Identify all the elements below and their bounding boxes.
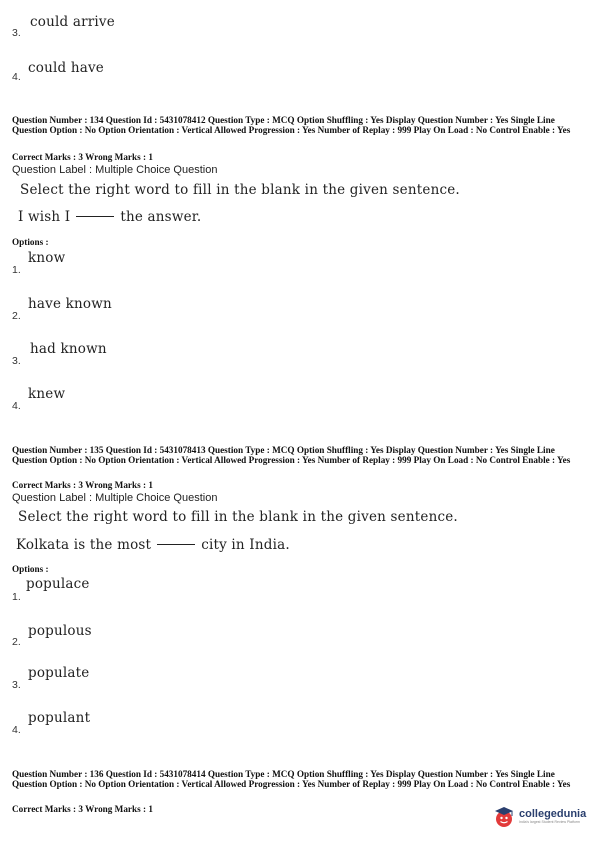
sentence-start: I wish I <box>18 209 71 225</box>
question-instruction: Select the right word to fill in the blank in the given sentence. <box>20 182 460 198</box>
question-meta: Question Number : 136 Question Id : 5431078414 Question Type : MCQ Option Shuffling : Yes Display Question Number : Yes Single Line Question Option : No Option Orientation : Vertical Allowed Progression : Yes Number of Replay : 999 Play On Load : No Control Enable : Yes <box>12 769 571 789</box>
sentence-end: the answer. <box>120 209 202 225</box>
option-text[interactable]: populate <box>28 665 90 681</box>
option-text[interactable]: have known <box>28 296 112 312</box>
question-label: Question Label : Multiple Choice Question <box>12 492 218 504</box>
options-heading: Options : <box>12 237 49 247</box>
option-number: 1. <box>12 591 21 603</box>
option-number: 4. <box>12 71 21 83</box>
logo-tagline: India's largest Student Review Platform <box>519 820 580 824</box>
blank-line <box>157 544 195 545</box>
sentence-start: Kolkata is the most <box>16 537 152 553</box>
sentence-end: city in India. <box>201 537 290 553</box>
option-text[interactable]: populant <box>28 710 91 726</box>
option-number: 2. <box>12 310 21 322</box>
question-instruction: Select the right word to fill in the blank in the given sentence. <box>18 509 458 525</box>
blank-line <box>76 216 114 217</box>
graduate-cap-icon <box>492 805 516 829</box>
option-number: 1. <box>12 264 21 276</box>
option-number: 4. <box>12 724 21 736</box>
option-number: 2. <box>12 636 21 648</box>
question-marks: Correct Marks : 3 Wrong Marks : 1 <box>12 480 153 490</box>
option-text[interactable]: populous <box>28 623 92 639</box>
option-text[interactable]: had known <box>30 341 107 357</box>
question-sentence <box>18 209 201 225</box>
logo-name: collegedunia <box>519 808 587 820</box>
option-text: could have <box>28 60 104 76</box>
question-sentence <box>16 537 290 553</box>
option-text[interactable]: know <box>28 250 66 266</box>
option-number: 4. <box>12 400 21 412</box>
collegedunia-logo <box>492 805 586 829</box>
question-meta: Question Number : 134 Question Id : 5431078412 Question Type : MCQ Option Shuffling : Yes Display Question Number : Yes Single Line Question Option : No Option Orientation : Vertical Allowed Progression : Yes Number of Replay : 999 Play On Load : No Control Enable : Yes <box>12 115 571 135</box>
option-text[interactable]: populace <box>26 576 90 592</box>
option-text: could arrive <box>30 14 115 30</box>
question-marks: Correct Marks : 3 Wrong Marks : 1 <box>12 804 153 814</box>
question-marks: Correct Marks : 3 Wrong Marks : 1 <box>12 152 153 162</box>
option-number: 3. <box>12 355 21 367</box>
question-label: Question Label : Multiple Choice Question <box>12 164 218 176</box>
option-text[interactable]: knew <box>28 386 66 402</box>
options-heading: Options : <box>12 564 49 574</box>
question-meta: Question Number : 135 Question Id : 5431078413 Question Type : MCQ Option Shuffling : Yes Display Question Number : Yes Single Line Question Option : No Option Orientation : Vertical Allowed Progression : Yes Number of Replay : 999 Play On Load : No Control Enable : Yes <box>12 445 571 465</box>
option-number: 3. <box>12 27 21 39</box>
option-number: 3. <box>12 679 21 691</box>
